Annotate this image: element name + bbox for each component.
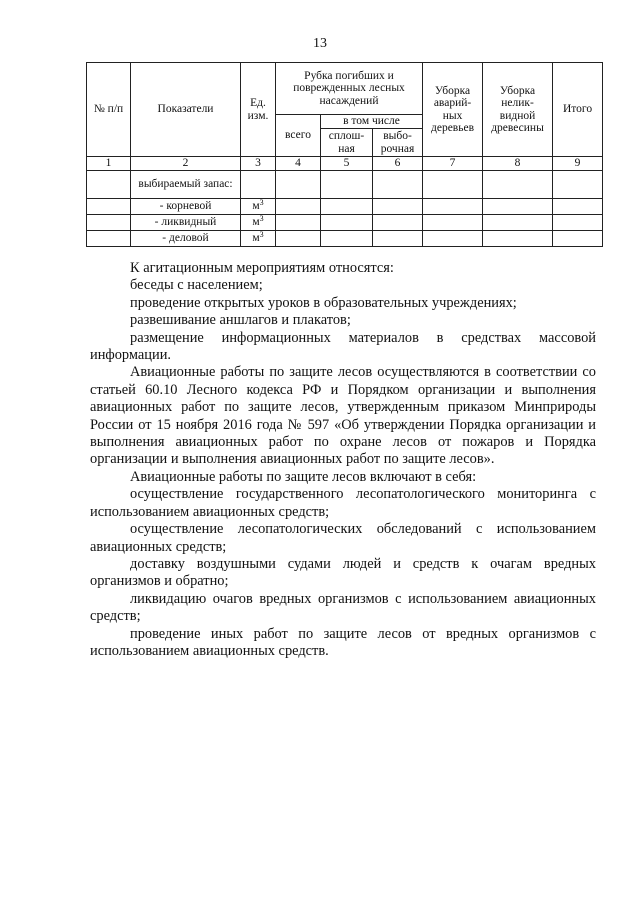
- paragraph: беседы с населением;: [130, 277, 263, 294]
- col-number: 3: [241, 157, 276, 171]
- paragraph: развешивание аншлагов и плакатов;: [130, 312, 351, 329]
- paragraph: доставку воздушными судами людей и средств к очагам вредных организмов и обратно;: [90, 555, 596, 590]
- col-number: 2: [131, 157, 241, 171]
- felling-table: [86, 62, 603, 247]
- paragraph: осуществление государственного лесопатологического мониторинга с использованием авиационных средств;: [90, 486, 596, 520]
- page-number: 13: [313, 36, 327, 51]
- row-unit: $м^3$: [241, 215, 276, 231]
- col-number: 6: [373, 157, 423, 171]
- header-num: № п/п: [87, 63, 131, 157]
- paragraph: размещение информационных материалов в средствах массовой информации.: [90, 329, 596, 364]
- paragraph: К агитационным мероприятиям относятся:: [130, 260, 394, 276]
- paragraph: проведение иных работ по защите лесов от вредных организмов с использованием авиационных средств.: [90, 625, 596, 659]
- header-incl: в том числе: [321, 115, 423, 129]
- col-number: 5: [321, 157, 373, 171]
- paragraph: проведение открытых уроков в образовательных учреждениях;: [130, 294, 517, 311]
- header-cleanup: Уборка аварий-ных деревьев: [423, 63, 483, 157]
- header-indicator: Показатели: [131, 63, 241, 157]
- paragraph: осуществление лесопатологических обследований с использованием авиационных средств;: [90, 521, 596, 555]
- header-unit: Ед. изм.: [241, 63, 276, 157]
- row-unit: $м^3$: [241, 231, 276, 247]
- paragraph: Авиационные работы по защите лесов включают в себя:: [130, 468, 477, 485]
- header-nonliquid: Уборка нелик-видной древесины: [483, 63, 553, 157]
- row-indicator: - корневой: [131, 199, 241, 215]
- col-number: 4: [276, 157, 321, 171]
- table-row: [87, 171, 603, 199]
- header-felling-group: Рубка погибших и поврежденных лесных насаждений: [276, 63, 423, 115]
- row-indicator: выбираемый запас:: [131, 171, 241, 199]
- row-indicator: - ликвидный: [131, 215, 241, 231]
- header-solid: сплош-ная: [321, 129, 373, 157]
- col-number: 7: [423, 157, 483, 171]
- header-selective: выбо-рочная: [373, 129, 423, 157]
- col-number: 1: [87, 157, 131, 171]
- header-itogo: Итого: [553, 63, 603, 157]
- row-indicator: - деловой: [131, 231, 241, 247]
- paragraph: Авиационные работы по защите лесов осуществляются в соответствии со статьей 60.10 Лесного кодекса РФ и Порядком организации и выполнения авиационных работ по защите лесов, утвержденным приказом Минприроды России от 15 ноября 2016 года № 597 «Об утверждении Порядка организации и выполнения авиационных работ по охране лесов от пожаров и Порядка организации и выполнения авиационных работ по защите лесов».: [90, 364, 596, 468]
- col-number: 9: [553, 157, 603, 171]
- paragraph: ликвидацию очагов вредных организмов с использованием авиационных средств;: [90, 590, 596, 625]
- header-total-felling: всего: [276, 115, 321, 157]
- body-text: [90, 260, 596, 660]
- numbering-row: [87, 157, 603, 171]
- col-number: 8: [483, 157, 553, 171]
- row-unit: $м^3$: [241, 199, 276, 215]
- table-row: [87, 215, 603, 231]
- table-row: [87, 231, 603, 247]
- table-row: [87, 199, 603, 215]
